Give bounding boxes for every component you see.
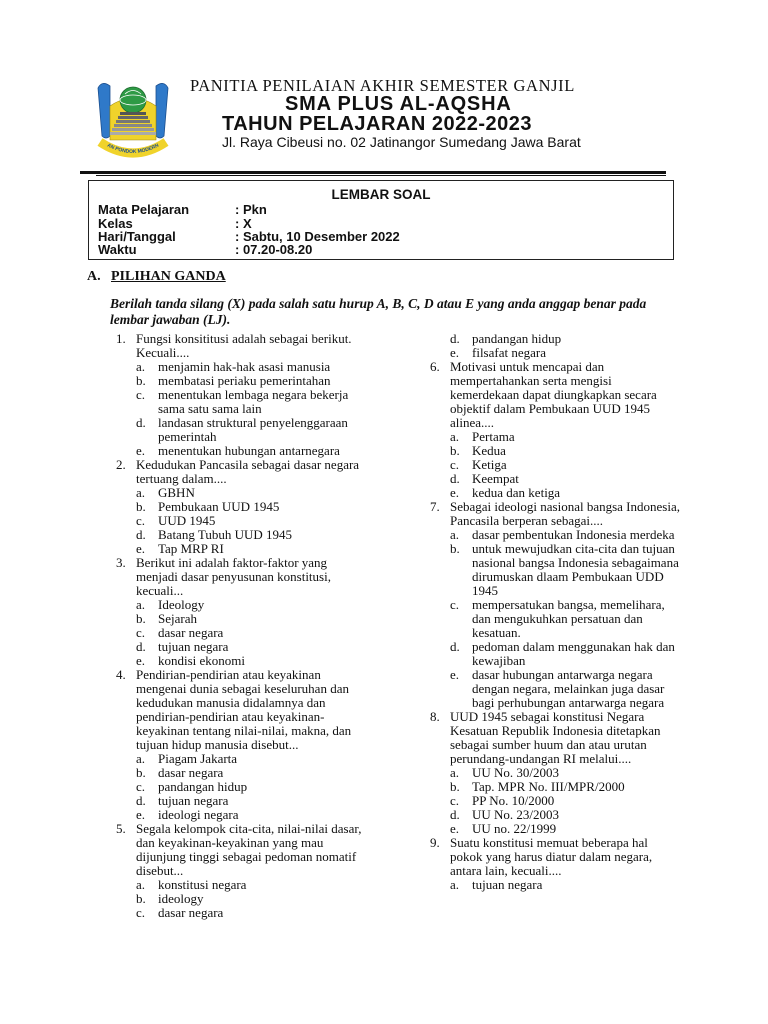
- info-label: Hari/Tanggal: [98, 229, 176, 244]
- option-text: membatasi periaku pemerintahan: [158, 373, 331, 388]
- school-name: SMA PLUS AL-AQSHA: [285, 93, 512, 115]
- header-rule-thin: [96, 175, 666, 176]
- answer-option: [450, 542, 680, 598]
- answer-option: [450, 794, 680, 808]
- option-text: Tap MRP RI: [158, 541, 224, 556]
- answer-option: [450, 458, 680, 472]
- answer-option: [136, 906, 365, 920]
- option-letter: b.: [450, 779, 460, 794]
- option-text: tujuan negara: [472, 877, 543, 892]
- info-value: : 07.20-08.20: [235, 242, 313, 257]
- question-text: Segala kelompok cita-cita, nilai-nilai dasar, dan keyakinan-keyakinan yang mau dijunjung tinggi sebagai pedoman nomatif disebut...: [136, 821, 362, 878]
- answer-option: [136, 444, 365, 458]
- section-title: PILIHAN GANDA: [111, 269, 226, 284]
- answer-option: [136, 500, 365, 514]
- info-label: Waktu: [98, 242, 137, 257]
- question-item: [424, 360, 680, 500]
- instruction-text: Berilah tanda silang (X) pada salah satu hurup A, B, C, D atau E yang anda anggap benar pada lembar jawaban (LJ).: [110, 296, 647, 327]
- academic-year: TAHUN PELAJARAN 2022-2023: [222, 113, 532, 135]
- answer-option: [450, 808, 680, 822]
- option-text: UUD 1945: [158, 513, 216, 528]
- option-text: tujuan negara: [158, 639, 229, 654]
- option-letter: e.: [136, 807, 146, 822]
- question-item: [424, 836, 680, 892]
- option-letter: d.: [450, 639, 460, 654]
- answer-option: [136, 654, 365, 668]
- question-text: Berikut ini adalah faktor-faktor yang menjadi dasar penyusunan konstitusi, kecuali...: [136, 555, 331, 598]
- option-text: Sejarah: [158, 611, 197, 626]
- school-address: Jl. Raya Cibeusi no. 02 Jatinangor Sumedang Jawa Barat: [222, 134, 581, 150]
- question-item: [424, 332, 680, 360]
- option-letter: b.: [136, 373, 146, 388]
- option-letter: a.: [450, 527, 460, 542]
- question-text: Suatu konstitusi memuat beberapa hal pokok yang harus diatur dalam negara, antara lain, kecuali....: [450, 835, 653, 878]
- option-text: Batang Tubuh UUD 1945: [158, 527, 292, 542]
- option-text: Tap. MPR No. III/MPR/2000: [472, 779, 625, 794]
- option-letter: a.: [136, 877, 146, 892]
- question-item: [424, 500, 680, 710]
- option-text: UU No. 30/2003: [472, 765, 560, 780]
- option-text: dasar negara: [158, 905, 224, 920]
- answer-option: [136, 542, 365, 556]
- option-letter: d.: [136, 639, 146, 654]
- sheet-title: LEMBAR SOAL: [331, 187, 431, 202]
- option-letter: c.: [136, 387, 146, 402]
- option-letter: e.: [450, 345, 460, 360]
- answer-option: [450, 822, 680, 836]
- option-list: [450, 332, 680, 360]
- option-text: kondisi ekonomi: [158, 653, 246, 668]
- option-letter: c.: [450, 457, 460, 472]
- answer-option: [136, 794, 365, 808]
- option-text: tujuan negara: [158, 793, 229, 808]
- question-text: Sebagai ideologi nasional bangsa Indonesia, Pancasila berperan sebagai....: [450, 499, 680, 528]
- question-text: Motivasi untuk mencapai dan mempertahankan serta mengisi kemerdekaan dapat diungkapkan secara objektif dalam Pembukaan UUD 1945 alinea....: [450, 359, 657, 430]
- option-text: filsafat negara: [472, 345, 546, 360]
- option-letter: b.: [450, 443, 460, 458]
- option-text: ideology: [158, 891, 204, 906]
- option-letter: a.: [136, 359, 146, 374]
- option-letter: c.: [136, 779, 146, 794]
- question-text: Kedudukan Pancasila sebagai dasar negara tertuang dalam....: [136, 457, 360, 486]
- question-column-left: [110, 332, 365, 920]
- question-text: UUD 1945 sebagai konstitusi Negara Kesatuan Republik Indonesia ditetapkan sebagai sumber huum dan atau urutan perundang-undangan RI melalui....: [450, 709, 661, 766]
- option-text: pedoman dalam menggunakan hak dan kewajiban: [472, 639, 675, 668]
- answer-option: [136, 626, 365, 640]
- option-letter: a.: [450, 877, 460, 892]
- option-text: menentukan hubungan antarnegara: [158, 443, 340, 458]
- option-letter: e.: [450, 485, 460, 500]
- exam-info-box: [88, 180, 674, 260]
- option-text: UU no. 22/1999: [472, 821, 557, 836]
- info-label: Mata Pelajaran: [98, 202, 190, 217]
- option-letter: a.: [136, 597, 146, 612]
- option-letter: b.: [136, 611, 146, 626]
- option-text: mempersatukan bangsa, memelihara, dan mengukuhkan persatuan dan kesatuan.: [472, 597, 665, 640]
- option-text: Ideology: [158, 597, 205, 612]
- option-text: Keempat: [472, 471, 519, 486]
- option-letter: d.: [450, 331, 460, 346]
- option-letter: d.: [136, 527, 146, 542]
- option-letter: c.: [450, 793, 460, 808]
- question-column-right: [424, 332, 680, 892]
- question-item: [110, 458, 365, 556]
- option-text: Pembukaan UUD 1945: [158, 499, 280, 514]
- answer-option: [136, 878, 365, 892]
- option-letter: c.: [136, 905, 146, 920]
- question-number: 2.: [116, 457, 126, 472]
- question-item: [110, 556, 365, 668]
- option-text: pandangan hidup: [472, 331, 562, 346]
- option-text: kedua dan ketiga: [472, 485, 561, 500]
- info-value: : Pkn: [235, 202, 267, 217]
- answer-option: [450, 528, 680, 542]
- option-text: dasar negara: [158, 765, 224, 780]
- question-item: [110, 822, 365, 920]
- answer-option: [136, 780, 365, 794]
- answer-option: [136, 514, 365, 528]
- question-item: [110, 668, 365, 822]
- option-list: [136, 752, 365, 822]
- option-letter: e.: [136, 653, 146, 668]
- question-number: 3.: [116, 555, 126, 570]
- option-letter: c.: [136, 513, 146, 528]
- option-letter: a.: [450, 429, 460, 444]
- option-text: ideologi negara: [158, 807, 239, 822]
- logo-text: AN PONDOK MODERN: [106, 142, 160, 156]
- question-number: 8.: [430, 709, 440, 724]
- answer-option: [450, 444, 680, 458]
- committee-title: PANITIA PENILAIAN AKHIR SEMESTER GANJIL: [190, 76, 575, 95]
- option-text: pandangan hidup: [158, 779, 248, 794]
- answer-option: [136, 808, 365, 822]
- answer-option: [136, 360, 365, 374]
- question-number: 1.: [116, 331, 126, 346]
- option-list: [136, 598, 365, 668]
- answer-option: [450, 332, 680, 346]
- answer-option: [136, 766, 365, 780]
- answer-option: [136, 374, 365, 388]
- option-letter: e.: [136, 541, 146, 556]
- question-number: 6.: [430, 359, 440, 374]
- option-letter: a.: [136, 751, 146, 766]
- option-text: menjamin hak-hak asasi manusia: [158, 359, 331, 374]
- option-letter: a.: [136, 485, 146, 500]
- answer-option: [450, 486, 680, 500]
- option-list: [136, 486, 365, 556]
- question-text: Pendirian-pendirian atau keyakinan mengenai dunia sebagai keseluruhan dan kedudukan manusia didalamnya dan pendirian-pendirian atau keyakinan-keyakinan tentang nilai-nilai, makna, dan tujuan hidup manusia disebut...: [136, 667, 352, 752]
- option-text: UU No. 23/2003: [472, 807, 560, 822]
- question-number: 5.: [116, 821, 126, 836]
- answer-option: [450, 668, 680, 710]
- question-item: [424, 710, 680, 836]
- answer-option: [450, 472, 680, 486]
- option-text: landasan struktural penyelenggaraan pemerintah: [158, 415, 348, 444]
- option-list: [450, 766, 680, 836]
- option-letter: b.: [136, 765, 146, 780]
- option-text: Piagam Jakarta: [158, 751, 238, 766]
- header-rule-thick: [80, 171, 666, 174]
- answer-option: [450, 766, 680, 780]
- option-list: [450, 430, 680, 500]
- option-letter: e.: [450, 667, 460, 682]
- answer-option: [450, 878, 680, 892]
- question-item: [110, 332, 365, 458]
- question-number: 4.: [116, 667, 126, 682]
- answer-option: [136, 612, 365, 626]
- option-letter: d.: [136, 415, 146, 430]
- info-value: : X: [235, 216, 252, 231]
- option-text: menentukan lembaga negara bekerja sama satu sama lain: [158, 387, 349, 416]
- option-letter: b.: [136, 499, 146, 514]
- option-text: Ketiga: [472, 457, 507, 472]
- option-letter: e.: [136, 443, 146, 458]
- answer-option: [450, 640, 680, 668]
- answer-option: [136, 752, 365, 766]
- answer-option: [136, 598, 365, 612]
- answer-option: [450, 430, 680, 444]
- answer-option: [136, 640, 365, 654]
- answer-option: [450, 346, 680, 360]
- option-text: dasar negara: [158, 625, 224, 640]
- school-logo: [96, 78, 170, 162]
- option-letter: b.: [450, 541, 460, 556]
- option-letter: b.: [136, 891, 146, 906]
- answer-option: [136, 892, 365, 906]
- option-text: dasar hubungan antarwarga negara dengan negara, melainkan juga dasar bagi perhubungan antarwarga negara: [472, 667, 665, 710]
- question-number: 7.: [430, 499, 440, 514]
- option-text: Kedua: [472, 443, 506, 458]
- answer-option: [450, 780, 680, 794]
- option-list: [450, 878, 680, 892]
- option-letter: d.: [450, 807, 460, 822]
- answer-option: [136, 528, 365, 542]
- answer-option: [136, 416, 365, 444]
- option-text: GBHN: [158, 485, 195, 500]
- answer-option: [450, 598, 680, 640]
- option-letter: c.: [450, 597, 460, 612]
- option-text: dasar pembentukan Indonesia merdeka: [472, 527, 675, 542]
- answer-option: [136, 486, 365, 500]
- question-text: Fungsi konsititusi adalah sebagai berikut. Kecuali....: [136, 331, 352, 360]
- option-letter: d.: [450, 471, 460, 486]
- option-letter: a.: [450, 765, 460, 780]
- option-list: [136, 360, 365, 458]
- info-value: : Sabtu, 10 Desember 2022: [235, 229, 400, 244]
- option-list: [136, 878, 365, 920]
- info-label: Kelas: [98, 216, 133, 231]
- option-letter: d.: [136, 793, 146, 808]
- section-letter: A.: [87, 269, 101, 284]
- option-letter: c.: [136, 625, 146, 640]
- option-text: PP No. 10/2000: [472, 793, 555, 808]
- option-list: [450, 528, 680, 710]
- section-heading: [87, 269, 226, 285]
- answer-option: [136, 388, 365, 416]
- option-text: Pertama: [472, 429, 515, 444]
- option-text: untuk mewujudkan cita-cita dan tujuan nasional bangsa Indonesia sebagaimana dirumuskan dlaam Pembukaan UDD 1945: [472, 541, 679, 598]
- option-letter: e.: [450, 821, 460, 836]
- option-text: konstitusi negara: [158, 877, 247, 892]
- question-number: 9.: [430, 835, 440, 850]
